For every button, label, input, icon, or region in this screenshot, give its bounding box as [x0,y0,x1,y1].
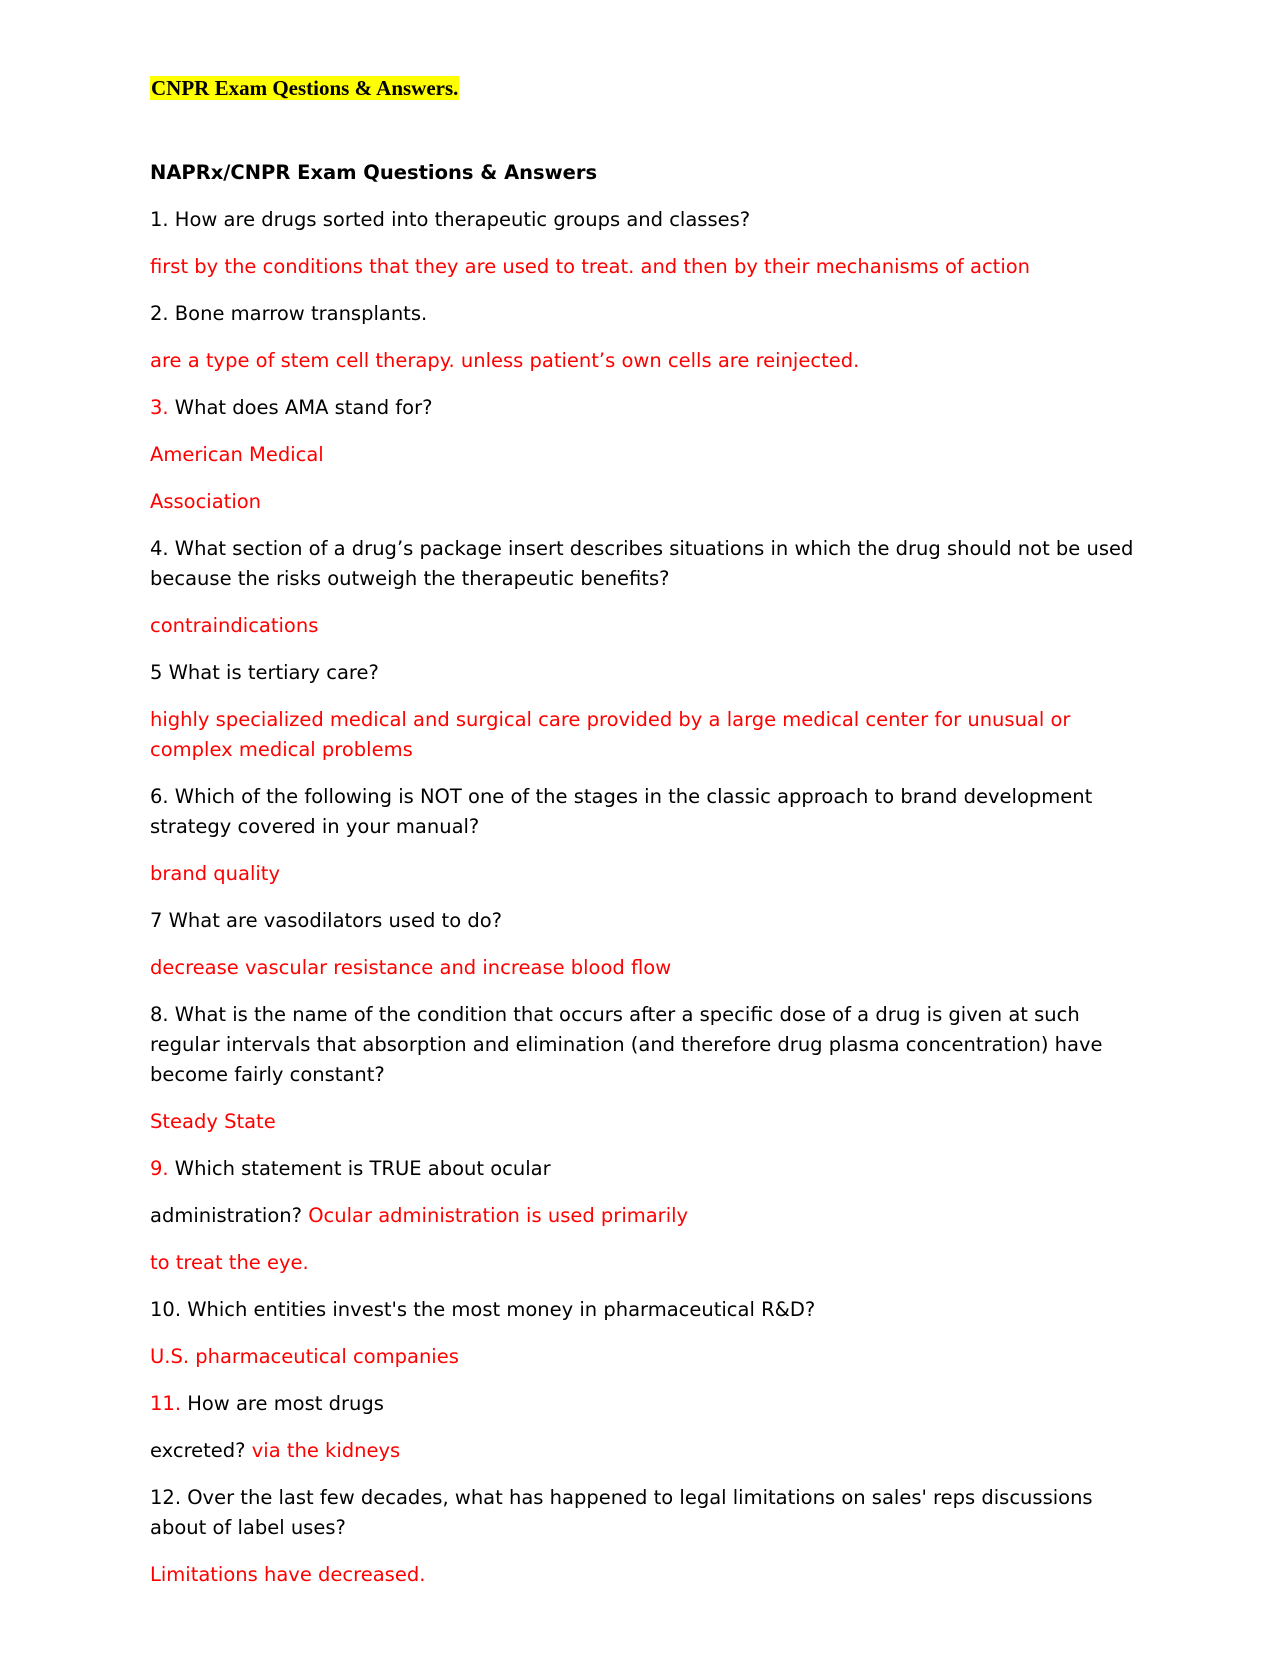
question-5: 5 What is tertiary care? [150,661,379,684]
document-title [150,74,1140,102]
highlighted-title-text: CNPR Exam Qestions & Answers. [151,76,459,100]
answer-5: highly specialized medical and surgical care provided by a large medical center for unusual or complex medical problems [150,708,1071,761]
question-3 [150,393,1140,423]
question-3-text: What does AMA stand for? [168,396,433,419]
question-12: 12. Over the last few decades, what has happened to legal limitations on sales' reps discussions about of label uses? [150,1486,1093,1539]
question-1: 1. How are drugs sorted into therapeutic groups and classes? [150,208,751,231]
question-10: 10. Which entities invest's the most money in pharmaceutical R&D? [150,1298,816,1321]
question-11 [150,1389,1140,1419]
question-11-continued-text: excreted? [150,1439,252,1462]
answer-2: are a type of stem cell therapy. unless patient’s own cells are reinjected. [150,349,860,372]
answer-12: Limitations have decreased. [150,1563,426,1586]
question-9-continued [150,1201,1140,1231]
document-body [150,74,1140,1607]
question-4: 4. What section of a drug’s package insert describes situations in which the drug should not be used because the risks outweigh the therapeutic benefits? [150,537,1134,590]
question-3-number: 3. [150,396,169,419]
answer-1: first by the conditions that they are used to treat. and then by their mechanisms of action [150,255,1031,278]
answer-9-part-1: Ocular administration is used primarily [308,1204,689,1227]
question-11-text: How are most drugs [181,1392,384,1415]
section-heading: NAPRx/CNPR Exam Questions & Answers [150,161,598,184]
question-9 [150,1154,1140,1184]
question-9-continued-text: administration? [150,1204,309,1227]
question-11-continued [150,1436,1140,1466]
question-9-text: Which statement is TRUE about ocular [168,1157,551,1180]
answer-7: decrease vascular resistance and increase blood flow [150,956,672,979]
answer-9-part-2: to treat the eye. [150,1251,309,1274]
answer-4: contraindications [150,614,319,637]
answer-8: Steady State [150,1110,276,1133]
question-8: 8. What is the name of the condition that occurs after a specific dose of a drug is given at such regular intervals that absorption and elimination (and therefore drug plasma concentration) have become fairly constant? [150,1003,1103,1086]
question-11-number: 11. [150,1392,182,1415]
answer-11: via the kidneys [251,1439,401,1462]
answer-3-line-1: American Medical [150,443,324,466]
answer-3-line-2: Association [150,490,262,513]
question-2: 2. Bone marrow transplants. [150,302,428,325]
question-9-number: 9. [150,1157,169,1180]
answer-6: brand quality [150,862,280,885]
answer-10: U.S. pharmaceutical companies [150,1345,459,1368]
question-7: 7 What are vasodilators used to do? [150,909,502,932]
question-6: 6. Which of the following is NOT one of the stages in the classic approach to brand development strategy covered in your manual? [150,785,1093,838]
